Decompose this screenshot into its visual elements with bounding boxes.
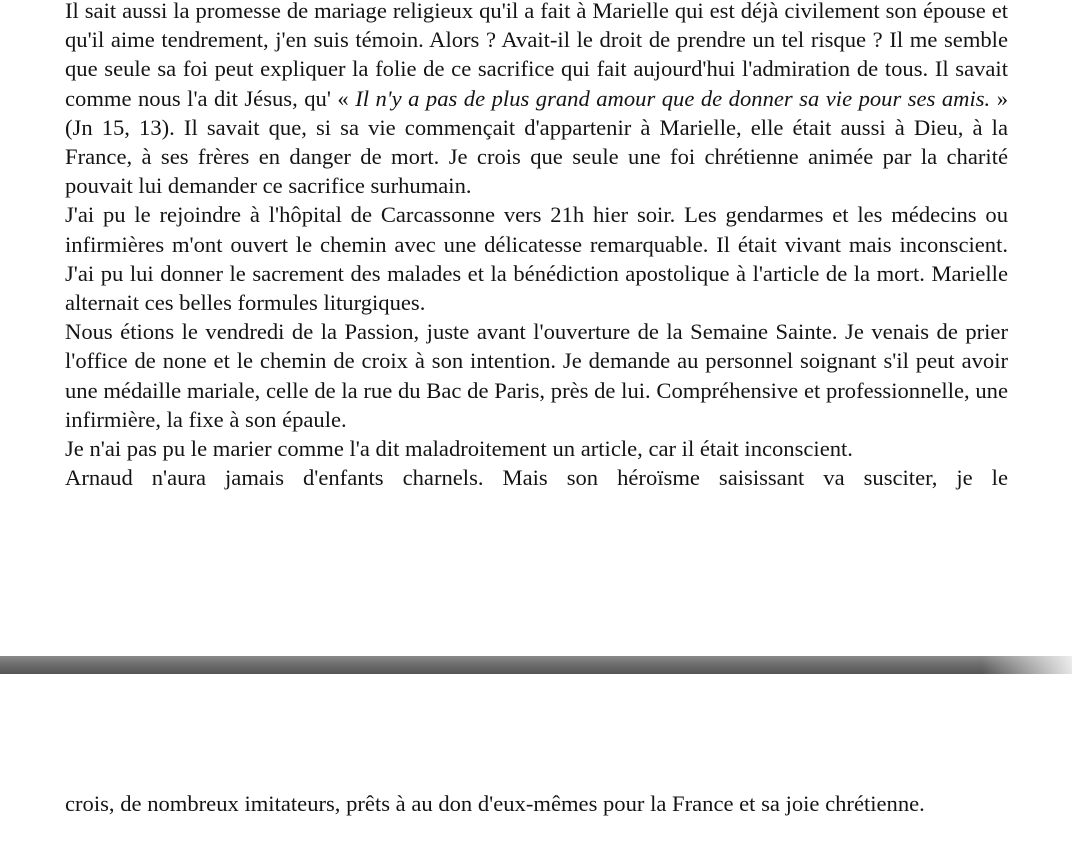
page-break-divider bbox=[0, 656, 1072, 674]
paragraph-1-text-before-quote: Il sait aussi la promesse de mariage religieux qu'il a fait à Marielle qui est déjà civilement son épouse et qu'il aime tendrement, j'en suis témoin. Alors ? Avait-il le droit de prendre un tel risque ? Il me semble que seule sa foi peut expliquer la folie de ce sacrifice qui fait aujourd'hui l'admiration de tous. Il savait comme nous l'a dit Jésus, qu' « bbox=[65, 0, 1008, 111]
body-text-continued bbox=[65, 787, 1008, 821]
body-text bbox=[65, 0, 1008, 492]
document-page-bottom bbox=[0, 674, 1072, 855]
paragraph-3: Nous étions le vendredi de la Passion, juste avant l'ouverture de la Semaine Sainte. Je venais de prier l'office de none et le chemin de croix à son intention. Je demande au personnel soignant s'il peut avoir une médaille mariale, celle de la rue du Bac de Paris, près de lui. Compréhensive et professionnelle, une infirmière, la fixe à son épaule. bbox=[65, 319, 1008, 432]
paragraph-1 bbox=[65, 0, 1008, 200]
paragraph-2: J'ai pu le rejoindre à l'hôpital de Carcassonne vers 21h hier soir. Les gendarmes et les médecins ou infirmières m'ont ouvert le chemin avec une délicatesse remarquable. Il était vivant mais inconscient. J'ai pu lui donner le sacrement des malades et la bénédiction apostolique à l'article de la mort. Marielle alternait ces belles formules liturgiques. bbox=[65, 202, 1008, 316]
bible-quote: Il n'y a pas de plus grand amour que de donner sa vie pour ses amis. bbox=[355, 85, 991, 111]
paragraph-5: Arnaud n'aura jamais d'enfants charnels. Mais son héroïsme saisissant va susciter, je le bbox=[65, 465, 1008, 491]
paragraph-5-continued: crois, de nombreux imitateurs, prêts à au don d'eux-mêmes pour la France et sa joie chrétienne. bbox=[65, 791, 925, 816]
paragraph-1-text-after-quote: » (Jn 15, 13). Il savait que, si sa vie commençait d'appartenir à Marielle, elle était aussi à Dieu, à la France, à ses frères en danger de mort. Je crois que seule une foi chrétienne animée par la charité pouvait lui demander ce sacrifice surhumain. bbox=[65, 85, 1009, 199]
paragraph-4: Je n'ai pas pu le marier comme l'a dit maladroitement un article, car il était inconscient. bbox=[65, 436, 853, 462]
